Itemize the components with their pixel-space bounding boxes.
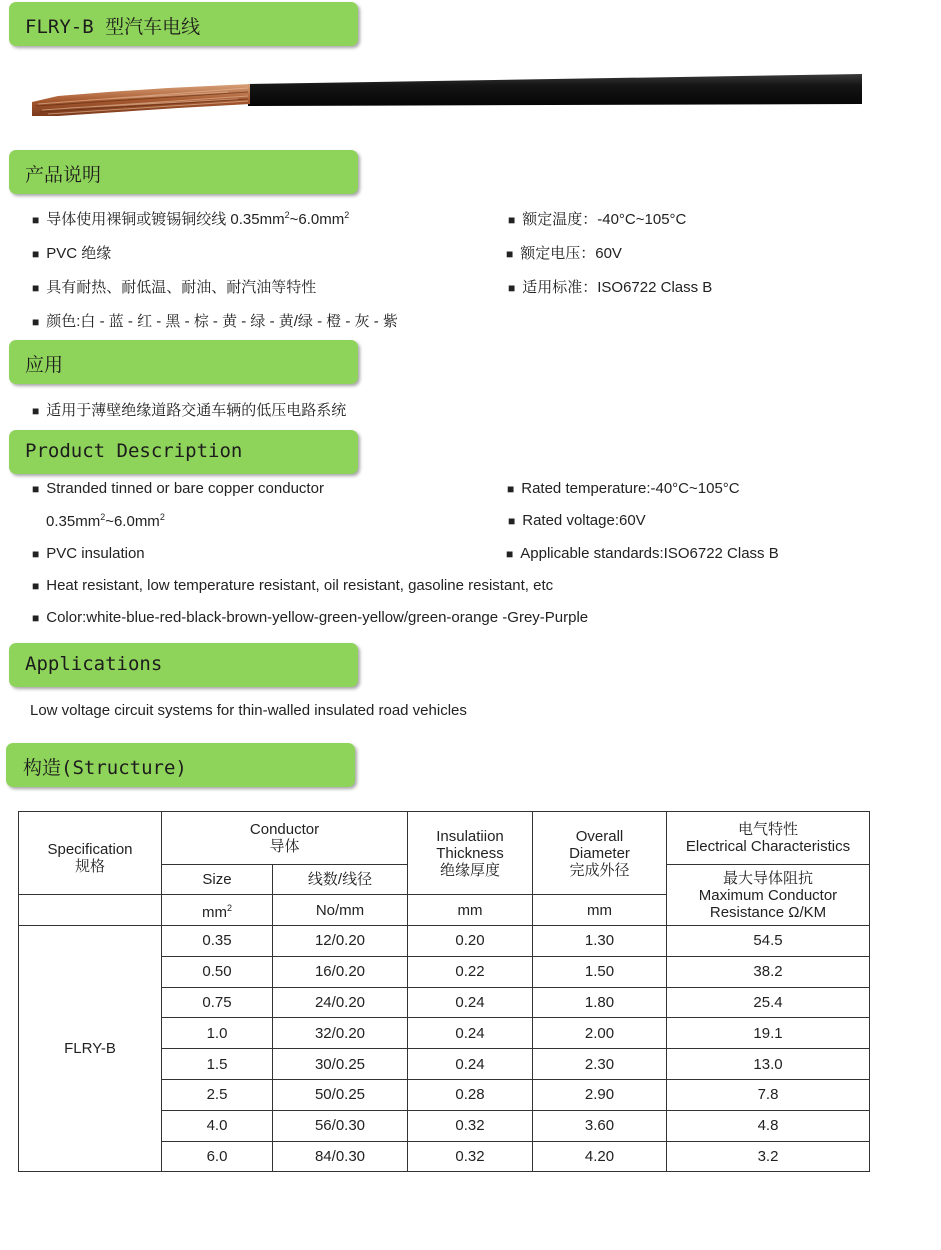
- table-cell: 4.8: [667, 1110, 870, 1141]
- bullet-icon: ■: [508, 213, 516, 227]
- table-cell: 1.0: [162, 1018, 273, 1049]
- table-cell: 16/0.20: [273, 956, 408, 987]
- spec-table: [18, 811, 870, 1172]
- bullet-icon: ■: [32, 213, 40, 227]
- table-cell: 0.32: [408, 1141, 533, 1172]
- header-size: Size: [162, 865, 273, 895]
- header-overall: Overall Diameter 完成外径: [533, 812, 667, 895]
- table-cell: 7.8: [667, 1079, 870, 1110]
- table-row: [19, 926, 870, 957]
- table-cell: 0.32: [408, 1110, 533, 1141]
- bullet-icon: ■: [32, 547, 40, 561]
- section-header-application-en: [9, 643, 358, 687]
- list-item: ■ 额定电压：60V: [506, 245, 622, 262]
- table-cell: 24/0.20: [273, 987, 408, 1018]
- table-cell: 2.00: [533, 1018, 667, 1049]
- table-cell: 0.24: [408, 987, 533, 1018]
- bullet-icon: ■: [508, 514, 516, 528]
- list-item: ■ PVC 绝缘: [32, 245, 112, 262]
- bullet-icon: ■: [32, 404, 40, 418]
- section-heading: 产品说明: [25, 164, 102, 186]
- header-spec: Specification 规格: [19, 812, 162, 895]
- table-cell: 1.5: [162, 1049, 273, 1080]
- unit-strands: No/mm: [273, 895, 408, 926]
- spec-name-cell: FLRY-B: [19, 926, 162, 1172]
- bullet-icon: ■: [506, 247, 514, 261]
- table-cell: 6.0: [162, 1141, 273, 1172]
- section-header-product-cn: [9, 150, 358, 194]
- bullet-icon: ■: [506, 547, 514, 561]
- table-cell: 2.30: [533, 1049, 667, 1080]
- bullet-icon: ■: [508, 281, 516, 295]
- header-conductor: Conductor 导体: [162, 812, 408, 865]
- cable-image: [28, 70, 864, 120]
- table-cell: 12/0.20: [273, 926, 408, 957]
- list-item: ■ 具有耐热、耐低温、耐油、耐汽油等特性: [32, 279, 317, 296]
- list-item: ■ 导体使用裸铜或镀锡铜绞线 $0.35mm^2\sim 6.0mm^2$: [32, 210, 350, 228]
- header-electrical: 电气特性 Electrical Characteristics: [667, 812, 870, 865]
- unit-insulation: mm: [408, 895, 533, 926]
- header-blank: [19, 895, 162, 926]
- list-item: ■ 额定温度：-40°C~105°C: [508, 211, 687, 228]
- bullet-icon: ■: [507, 482, 515, 496]
- list-item: ■ Rated temperature:-40°C~105°C: [507, 480, 740, 497]
- bullet-icon: ■: [32, 611, 40, 625]
- table-cell: 0.50: [162, 956, 273, 987]
- section-heading: Product Description: [25, 440, 243, 462]
- table-cell: 56/0.30: [273, 1110, 408, 1141]
- list-item: ■ Rated voltage:60V: [508, 512, 646, 529]
- header-insulation: Insulatiion Thickness 绝缘厚度: [408, 812, 533, 895]
- section-header-product-en: [9, 430, 358, 474]
- table-cell: 54.5: [667, 926, 870, 957]
- bullet-icon: ■: [32, 281, 40, 295]
- table-cell: 30/0.25: [273, 1049, 408, 1080]
- table-cell: 1.80: [533, 987, 667, 1018]
- header-strands: 线数/线径: [273, 865, 408, 895]
- page-title: FLRY-B 型汽车电线: [25, 16, 201, 38]
- list-item-continuation: $0.35mm^2\sim 6.0mm^2$: [46, 512, 165, 530]
- application-text: Low voltage circuit systems for thin-walled insulated road vehicles: [30, 702, 467, 719]
- table-cell: 0.75: [162, 987, 273, 1018]
- list-item: ■ 适用于薄壁绝缘道路交通车辆的低压电路系统: [32, 402, 347, 419]
- table-cell: 3.60: [533, 1110, 667, 1141]
- table-cell: 32/0.20: [273, 1018, 408, 1049]
- section-heading: 应用: [25, 354, 64, 376]
- table-cell: 0.24: [408, 1018, 533, 1049]
- table-cell: 25.4: [667, 987, 870, 1018]
- unit-size: $mm^2$: [162, 895, 273, 926]
- table-cell: 0.22: [408, 956, 533, 987]
- bullet-icon: ■: [32, 482, 40, 496]
- table-cell: 2.90: [533, 1079, 667, 1110]
- list-item: ■ 适用标准：ISO6722 Class B: [508, 279, 713, 296]
- list-item: ■ Heat resistant, low temperature resistant, oil resistant, gasoline resistant, etc: [32, 577, 554, 594]
- title-header: [9, 2, 358, 46]
- table-cell: 3.2: [667, 1141, 870, 1172]
- list-item: ■ 颜色:白 - 蓝 - 红 - 黑 - 棕 - 黄 - 绿 - 黄/绿 - 橙 - 灰 - 紫: [32, 313, 398, 330]
- section-heading: Applications: [25, 653, 163, 675]
- table-cell: 4.20: [533, 1141, 667, 1172]
- table-cell: 4.0: [162, 1110, 273, 1141]
- table-cell: 0.35: [162, 926, 273, 957]
- table-cell: 2.5: [162, 1079, 273, 1110]
- table-cell: 84/0.30: [273, 1141, 408, 1172]
- bullet-icon: ■: [32, 315, 40, 329]
- table-cell: 1.50: [533, 956, 667, 987]
- table-cell: 0.20: [408, 926, 533, 957]
- section-heading: 构造(Structure): [23, 757, 187, 779]
- section-header-application-cn: [9, 340, 358, 384]
- bullet-icon: ■: [32, 579, 40, 593]
- section-header-structure: [6, 743, 355, 787]
- list-item: ■ Stranded tinned or bare copper conductor: [32, 480, 324, 497]
- header-resistance: 最大导体阻抗 Maximum Conductor Resistance Ω/KM: [667, 865, 870, 926]
- table-cell: 19.1: [667, 1018, 870, 1049]
- bullet-icon: ■: [32, 247, 40, 261]
- unit-overall: mm: [533, 895, 667, 926]
- table-cell: 13.0: [667, 1049, 870, 1080]
- list-item: ■ Applicable standards:ISO6722 Class B: [506, 545, 779, 562]
- table-cell: 0.28: [408, 1079, 533, 1110]
- table-cell: 0.24: [408, 1049, 533, 1080]
- table-cell: 1.30: [533, 926, 667, 957]
- table-cell: 38.2: [667, 956, 870, 987]
- table-cell: 50/0.25: [273, 1079, 408, 1110]
- list-item: ■ Color:white-blue-red-black-brown-yellow-green-yellow/green-orange -Grey-Purple: [32, 609, 589, 626]
- list-item: ■ PVC insulation: [32, 545, 145, 562]
